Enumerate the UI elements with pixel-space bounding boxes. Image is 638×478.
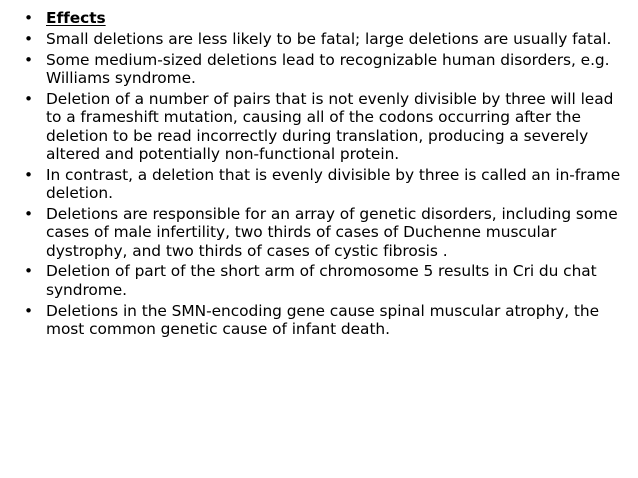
bullet-text: Deletions are responsible for an array of genetic disorders, including some cases of male infertility, two thirds of cases of Duchenne muscular dystrophy, and two thirds of cases of cystic fibrosis . — [46, 204, 618, 260]
bullet-dot-icon: • — [24, 89, 34, 108]
bullet-text: Deletion of a number of pairs that is not evenly divisible by three will lead to a frameshift mutation, causing all of the codons occurring after the deletion to be read incorrectly during translation, producing a severely altered and potentially non-functional protein. — [46, 89, 614, 163]
bullet-item — [24, 205, 624, 260]
bullet-list — [24, 9, 624, 341]
bullet-dot-icon: • — [24, 301, 34, 320]
bullet-dot-icon: • — [24, 165, 34, 184]
bullet-dot-icon: • — [24, 204, 34, 223]
bullet-dot-icon: • — [24, 50, 34, 69]
bullet-item — [24, 30, 624, 48]
bullet-dot-icon: • — [24, 9, 34, 27]
bullet-item — [24, 166, 624, 203]
bullet-text: In contrast, a deletion that is evenly divisible by three is called an in-frame deletion. — [46, 165, 621, 203]
bullet-item — [24, 90, 624, 163]
bullet-item — [24, 51, 624, 88]
bullet-text: Deletions in the SMN-encoding gene cause spinal muscular atrophy, the most common genetic cause of infant death. — [46, 301, 600, 338]
bullet-item-effects-heading — [24, 9, 624, 27]
section-heading: Effects — [46, 9, 106, 27]
bullet-text: Deletion of part of the short arm of chromosome 5 results in Cri du chat syndrome. — [46, 262, 597, 299]
bullet-text: Some medium-sized deletions lead to recognizable human disorders, e.g. Williams syndrome. — [46, 50, 610, 88]
bullet-dot-icon: • — [24, 262, 34, 281]
bullet-dot-icon: • — [24, 29, 34, 48]
bullet-item — [24, 302, 624, 339]
bullet-text: Small deletions are less likely to be fatal; large deletions are usually fatal. — [46, 29, 612, 48]
bullet-item — [24, 262, 624, 299]
